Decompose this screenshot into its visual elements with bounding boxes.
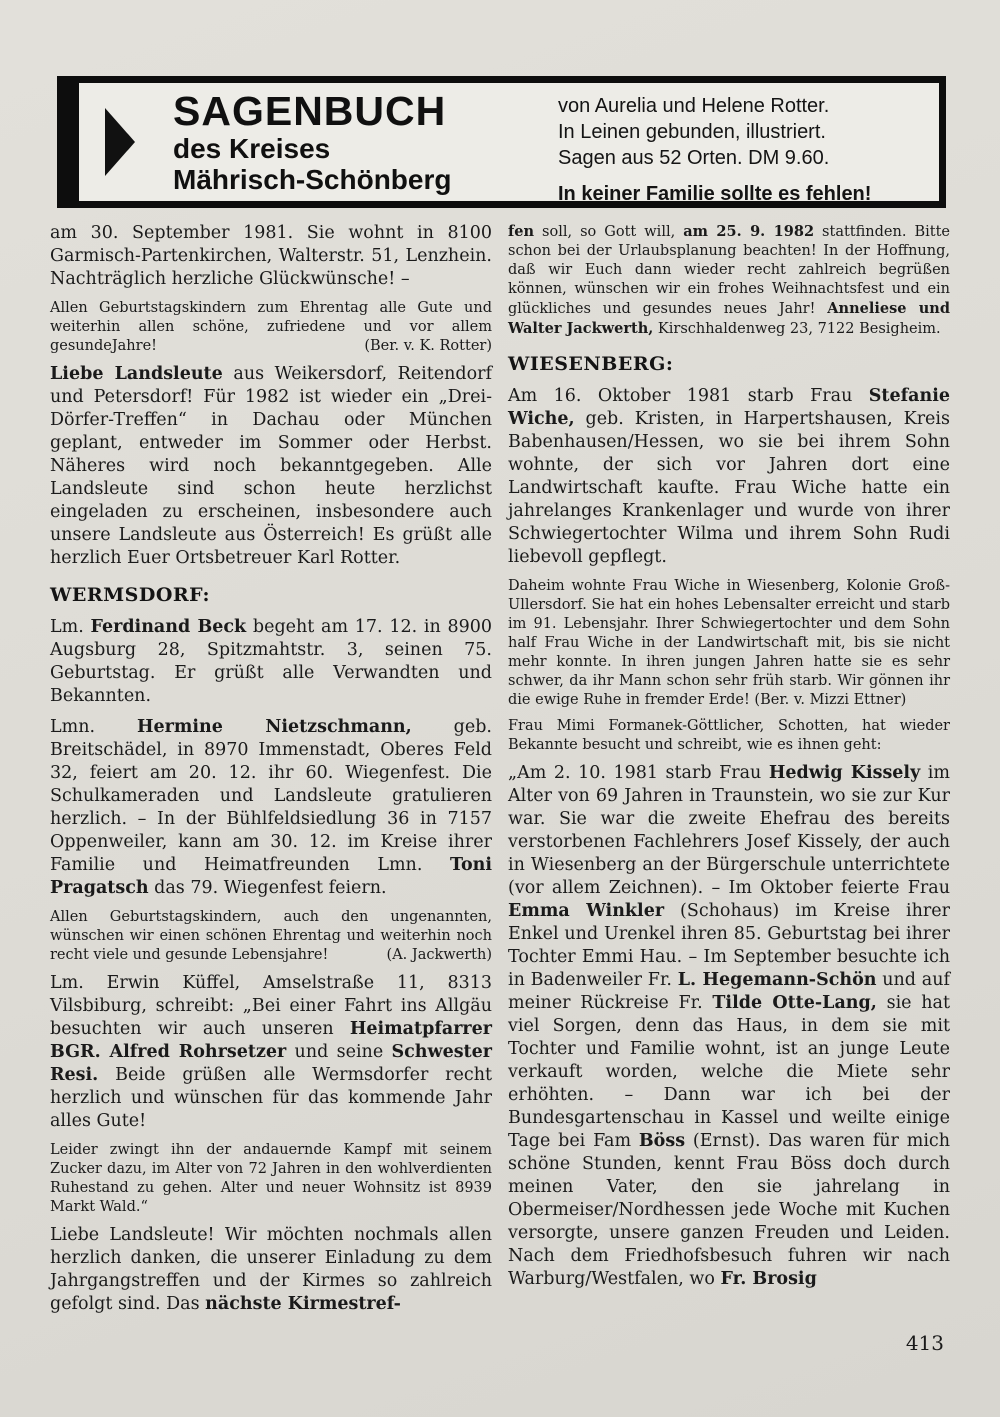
paragraph [50,222,492,291]
paragraph [50,908,492,965]
paragraph [50,616,492,708]
ad-book-subtitle-1: des Kreises [173,133,331,164]
section-heading: WIESENBERG: [508,353,674,375]
text-segment: geb. Kristen, in Harpertshausen, Kreis Babenhausen/Hessen, wo sie bei ihrem Sohn wohnte, der sich vor Jahren dort eine Landwirtschaft kaufte. Frau Wiche hatte ein jahrelanges Krankenlager und wurde von ihrer Schwiegertochter Wilma und ihrem Sohn Rudi liebevoll gepflegt. [508,409,950,567]
text-segment: Am 16. Oktober 1981 starb Frau [508,386,869,406]
text-segment: Allen Geburtstagskindern zum Ehrentag alle Gute und weiterhin allen schöne, zufriedene und vor allem gesundeJahre! [50,300,492,354]
paragraph [50,363,492,570]
paragraph [508,762,950,1291]
text-segment: stattfinden. Bitte schon bei der Urlaubsplanung beachten! In der Hoffnung, daß wir Euch dann wieder recht zahlreich begrüßen können, wünschen wir ein frohes Weihnachtsfest und ein glückliches und gesundes neues Jahr! [508,224,950,317]
text-segment: geb. Breitschädel, in 8970 Immenstadt, Oberes Feld 32, feiert am 20. 12. ihr 60. Wiegenfest. Die Schulkameraden und Landsleute gratulieren herzlich. – In der Bühlfeldsiedlung 36 in 7157 Oppenweiler, kann am 30. 12. im Kreise ihrer Familie und Heimatfreunden Lmn. [50,717,492,875]
right-column [508,222,950,1324]
text-segment: und auf meiner Rückreise Fr. [508,970,950,1013]
section-heading: WERMSDORF: [50,584,211,606]
bold-text-segment: nächste Kirmestref- [205,1294,401,1314]
text-segment: Allen Geburtstagskindern, auch den ungenannten, wünschen wir einen schönen Ehrentag und weiterhin noch recht viele und gesunde Lebensjahre! [50,909,492,963]
text-segment: (A. Jackwerth) [386,947,492,963]
ad-info-line: Sagen aus 52 Orten. DM 9.60. [558,147,830,169]
paragraph [50,1141,492,1217]
text-segment: soll, so Gott will, [534,224,684,240]
text-segment: „Am 2. 10. 1981 starb Frau [508,763,769,783]
bold-text-segment: Emma Winkler [508,901,665,921]
ad-left-bar [64,83,79,201]
paragraph [50,1224,492,1316]
text-segment: Liebe Landsleute! Wir möchten nochmals allen herzlich danken, die unserer Einladung zu dem Jahrgangstreffen und der Kirmes so zahlreich gefolgt sind. Das [50,1225,492,1314]
page-number: 413 [905,1331,944,1355]
ad-book-subtitle-2: Mährisch-Schönberg [173,164,452,195]
ad-slogan: In keiner Familie sollte es fehlen! [558,183,872,205]
text-segment: (Ber. v. K. Rotter) [364,338,492,354]
paragraph [508,577,950,710]
paragraph [508,222,950,339]
book-ad-box [57,76,946,208]
paragraph [50,972,492,1133]
bold-text-segment: Anneliese und Walter Jackwerth, [508,300,950,337]
paragraph [508,385,950,569]
paragraph [50,299,492,356]
text-segment: und seine [286,1042,392,1062]
ad-info-block [558,83,939,205]
text-columns [50,222,950,1324]
bold-text-segment: Hermine Nietzschmann, [136,717,412,737]
text-segment: Leider zwingt ihn der andauernde Kampf mit seinem Zucker dazu, im Alter von 72 Jahren in den wohlverdienten Ruhestand zu gehen. Alter und neuer Wohnsitz ist 8939 Markt Wald.“ [50,1142,492,1215]
bold-text-segment: Schwester Resi. [50,1042,492,1085]
bold-text-segment: L. Hegemann-Schön [677,970,877,990]
paragraph [50,716,492,900]
ad-book-title: SAGENBUCH [173,88,447,134]
paragraph [508,717,950,755]
text-segment: begeht am 17. 12. in 8900 Augsburg 28, Spitzmahtstr. 3, seinen 75. Geburtstag. Er grüßt alle Verwandten und Bekannten. [50,617,493,706]
text-segment: (Schohaus) im Kreise ihrer Enkel und Urenkel ihren 85. Geburtstag bei ihrer Tochter Emmi Hau. – Im September besuchte ich in Badenweiler Fr. [508,901,950,990]
bold-text-segment: Ferdinand Beck [90,617,247,637]
bold-text-segment: Toni Pragatsch [50,855,492,898]
ad-title-block [173,83,558,201]
text-segment: am 30. September 1981. Sie wohnt in 8100 Garmisch-Partenkirchen, Walterstr. 51, Lenzhein. Nachträglich herzliche Glückwünsche! – [50,223,492,289]
right-arrow-icon [105,108,135,176]
text-segment: das 79. Wiegenfest feiern. [148,878,387,898]
text-segment: im Alter von 69 Jahren in Traunstein, wo sie zur Kur war. Sie war die zweite Ehefrau des bereits verstorbenen Fachlehrers Josef Kissely, der auch in Wiesenberg an der Bürgerschule unterrichtete (vor allem Zeichnen). – Im Oktober feierte Frau [508,763,950,898]
text-segment: Lm. Erwin Küffel, Amselstraße 11, 8313 Vilsbiburg, schreibt: „Bei einer Fahrt ins Allgäu besuchten wir auch unseren [50,973,492,1039]
text-segment: Lm. [50,617,91,637]
bold-text-segment: Böss [638,1131,686,1151]
bold-text-segment: Hedwig Kissely [768,763,921,783]
bold-text-segment: Fr. Brosig [720,1269,817,1289]
ad-info-line: In Leinen gebunden, illustriert. [558,121,826,143]
bold-text-segment: Liebe Landsleute [50,364,223,384]
text-segment: Beide grüßen alle Wermsdorfer recht herzlich und wünschen für das kommende Jahr alles Gute! [50,1065,492,1131]
text-segment: sie hat viel Sorgen, denn das Haus, in dem sie mit Tochter und Familie wohnt, ist an junge Leute verkauft worden, welche die Miete sehr erhöhten. – Dann war ich bei der Bundesgartenschau in Kassel und weilte einige Tage bei Fam [508,993,951,1151]
bold-text-segment: am 25. 9. 1982 [683,223,815,240]
bold-text-segment: Stefanie Wiche, [508,386,950,429]
text-segment: aus Weikersdorf, Reitendorf und Petersdorf! Für 1982 ist wieder ein „Drei-Dörfer-Treffen“ in Dachau oder München geplant, entweder im Sommer oder Herbst. Näheres wird noch bekanntgegeben. Alle Landsleute sind schon heute herzlichst eingeladen zu erscheinen, insbesondere auch unsere Landsleute aus Österreich! Es grüßt alle herzlich Euer Ortsbetreuer Karl Rotter. [50,364,492,568]
text-segment: Lmn. [50,717,137,737]
text-segment: Frau Mimi Formanek-Göttlicher, Schotten, hat wieder Bekannte besucht und schreibt, wie es ihnen geht: [508,718,950,753]
bold-text-segment: Heimatpfarrer BGR. Alfred Rohrsetzer [50,1019,492,1062]
ad-info-line: von Aurelia und Helene Rotter. [558,95,830,117]
left-column [50,222,492,1324]
bold-text-segment: Tilde Otte-Lang, [712,993,877,1013]
text-segment: Kirschhaldenweg 23, 7122 Besigheim. [653,321,941,337]
text-segment: (Ernst). Das waren für mich schöne Stunden, kennt Frau Böss doch durch meinen Vater, den sie jahrelang in Obermeiser/Nordhessen jede Woche mit Kuchen versorgte, unsere ganzen Freuden und Leiden. Nach dem Friedhofsbesuch fuhren wir nach Warburg/Westfalen, wo [508,1131,950,1289]
text-segment: Daheim wohnte Frau Wiche in Wiesenberg, Kolonie Groß-Ullersdorf. Sie hat ein hohes Lebensalter erreicht und starb im 91. Lebensjahr. Ihrer Schwiegertochter und dem Sohn half Frau Wiche in der Landwirtschaft mit, bis sie nicht mehr konnte. In ihren jungen Jahren hatte sie es sehr schwer, da ihr Mann schon sehr früh starb. Wir gönnen ihr die ewige Ruhe in fremder Erde! (Ber. v. Mizzi Ettner) [508,578,950,708]
bold-text-segment: fen [508,223,535,240]
